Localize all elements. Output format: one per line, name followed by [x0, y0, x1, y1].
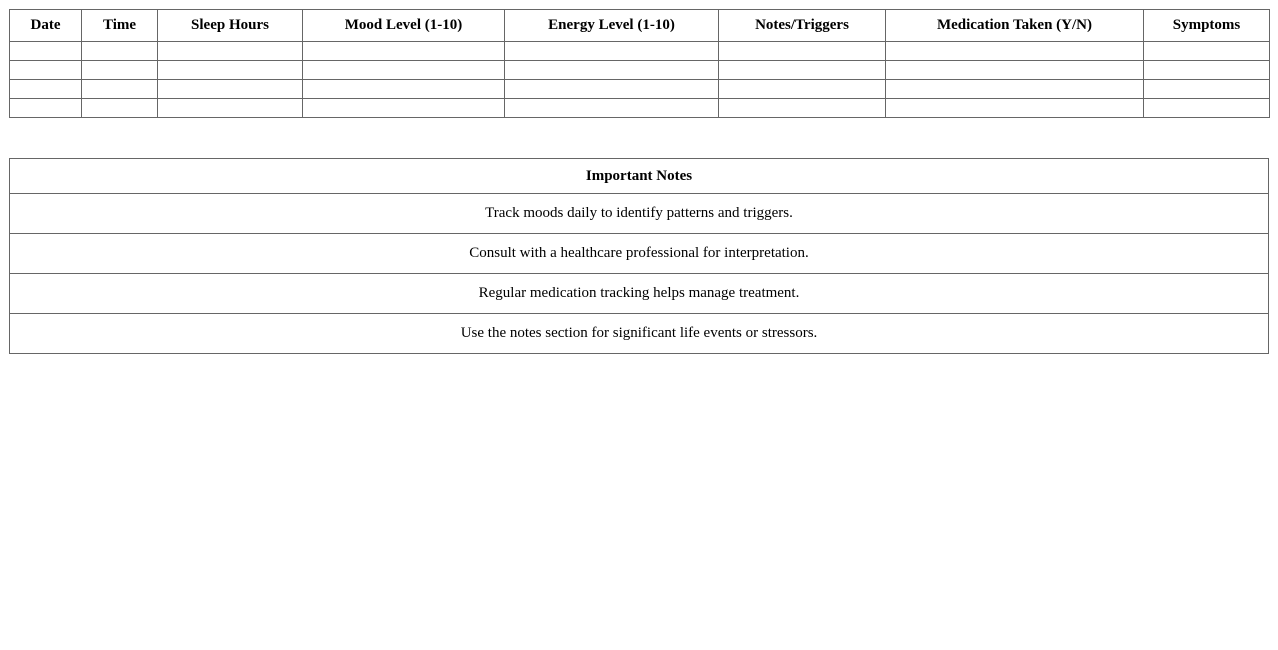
cell-sleep-hours[interactable] — [158, 80, 303, 99]
column-header-medication-taken: Medication Taken (Y/N) — [886, 10, 1144, 42]
cell-energy-level[interactable] — [505, 61, 719, 80]
cell-notes-triggers[interactable] — [719, 42, 886, 61]
cell-energy-level[interactable] — [505, 42, 719, 61]
cell-sleep-hours[interactable] — [158, 61, 303, 80]
cell-date[interactable] — [10, 99, 82, 118]
note-item: Track moods daily to identify patterns and triggers. — [10, 194, 1269, 234]
cell-energy-level[interactable] — [505, 80, 719, 99]
cell-sleep-hours[interactable] — [158, 42, 303, 61]
mood-tracking-log-table — [9, 9, 1270, 118]
table-row — [10, 80, 1270, 99]
column-header-symptoms: Symptoms — [1144, 10, 1270, 42]
cell-notes-triggers[interactable] — [719, 80, 886, 99]
column-header-sleep-hours: Sleep Hours — [158, 10, 303, 42]
cell-symptoms[interactable] — [1144, 42, 1270, 61]
note-item: Regular medication tracking helps manage treatment. — [10, 274, 1269, 314]
table-row — [10, 42, 1270, 61]
notes-row — [10, 234, 1269, 274]
cell-medication-taken[interactable] — [886, 42, 1144, 61]
cell-symptoms[interactable] — [1144, 80, 1270, 99]
cell-energy-level[interactable] — [505, 99, 719, 118]
cell-time[interactable] — [82, 42, 158, 61]
cell-notes-triggers[interactable] — [719, 99, 886, 118]
notes-row — [10, 194, 1269, 234]
cell-mood-level[interactable] — [303, 61, 505, 80]
cell-time[interactable] — [82, 99, 158, 118]
important-notes-table — [9, 158, 1269, 354]
cell-symptoms[interactable] — [1144, 61, 1270, 80]
cell-medication-taken[interactable] — [886, 61, 1144, 80]
cell-time[interactable] — [82, 80, 158, 99]
cell-time[interactable] — [82, 61, 158, 80]
note-item: Use the notes section for significant life events or stressors. — [10, 314, 1269, 354]
cell-medication-taken[interactable] — [886, 80, 1144, 99]
table-header-row — [10, 10, 1270, 42]
cell-medication-taken[interactable] — [886, 99, 1144, 118]
cell-mood-level[interactable] — [303, 42, 505, 61]
notes-header-row — [10, 159, 1269, 194]
column-header-date: Date — [10, 10, 82, 42]
cell-date[interactable] — [10, 42, 82, 61]
note-item: Consult with a healthcare professional for interpretation. — [10, 234, 1269, 274]
cell-date[interactable] — [10, 61, 82, 80]
cell-date[interactable] — [10, 80, 82, 99]
table-row — [10, 99, 1270, 118]
column-header-time: Time — [82, 10, 158, 42]
important-notes-title: Important Notes — [10, 159, 1269, 194]
table-row — [10, 61, 1270, 80]
column-header-notes-triggers: Notes/Triggers — [719, 10, 886, 42]
notes-row — [10, 314, 1269, 354]
cell-mood-level[interactable] — [303, 99, 505, 118]
notes-row — [10, 274, 1269, 314]
cell-symptoms[interactable] — [1144, 99, 1270, 118]
cell-notes-triggers[interactable] — [719, 61, 886, 80]
cell-sleep-hours[interactable] — [158, 99, 303, 118]
column-header-mood-level: Mood Level (1-10) — [303, 10, 505, 42]
cell-mood-level[interactable] — [303, 80, 505, 99]
column-header-energy-level: Energy Level (1-10) — [505, 10, 719, 42]
